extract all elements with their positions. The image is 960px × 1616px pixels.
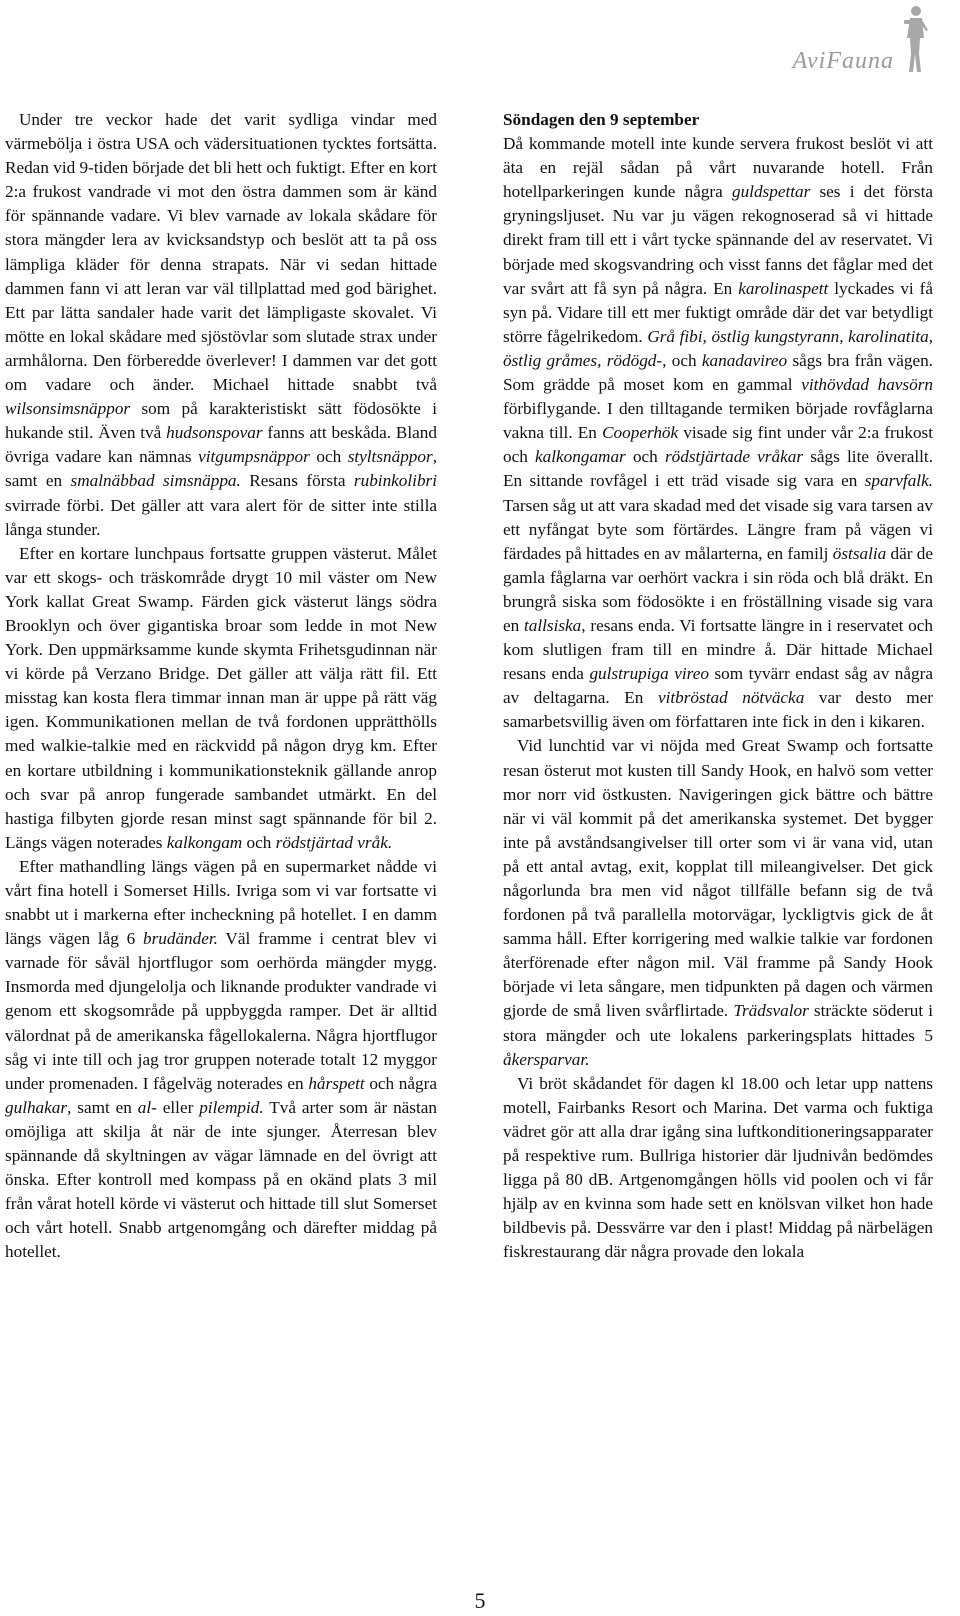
- paragraph-text: och: [666, 350, 702, 370]
- birdwatcher-figure-icon: [896, 4, 932, 74]
- species-name: hårspett: [308, 1073, 365, 1093]
- paragraph-text: fanns att beskåda. Bland övriga vadare kan nämnas: [5, 423, 437, 467]
- species-name: smalnäbbad simsnäppa.: [70, 471, 241, 491]
- species-name: vitgumpsnäppor: [198, 447, 310, 467]
- paragraph-text: Väl framme i centrat blev vi varnade för såväl hjortflugor som oerhörda mängder mygg. Insmorda med djungelolja och liknande produkter vandrade vi genom ett skogsområde på uppbyggda ramper. Det är alltid välordnat på de amerikanska fågellokalerna. Några hjortflugor såg vi inte till och jag tror gruppen noterade totalt 12 myggor under promenaden. I fågelväg noterades en: [5, 929, 437, 1093]
- paragraph-text: svirrade förbi. Det gäller att vara alert för de sitter inte stilla långa stunder.: [5, 495, 437, 539]
- paragraph-text: sträckte söderut i stora mängder och ute lokalens parkeringsplats hittades 5: [503, 1001, 933, 1045]
- paragraph-text: och: [242, 832, 276, 852]
- species-name: brudänder.: [142, 929, 218, 949]
- paragraph-text: förbiflygande. I den tilltagande termiken började rovfåglarna vakna till. En: [503, 399, 933, 443]
- paragraph-text: där de gamla fåglarna var oerhört vackra i sin röda och blå dräkt. En brungrå siska som födosökte i en fröställning visade sig vara en: [503, 543, 934, 635]
- body-paragraph: [5, 542, 437, 855]
- species-name: åkersparvar.: [503, 1049, 590, 1069]
- paragraph-text: Vid lunchtid var vi nöjda med Great Swamp och fortsatte resan österut mot kusten till Sandy Hook, en halvö som vetter mor norr vid östkusten. Navigeringen gick bättre och bättre när vi väl kommit på det amerikanska systemet. Det bygger inte på avståndsangivelser till orter som vi är vana vid, utan på ett antal avtag, exit, kopplat till mileangivelser. Det gick någorlunda bra men vid något tillfälle befann sig de två fordonen på två parallella motorvägar, lyckligtvis gick de åt samma håll. Efter korrigering med walkie talkie var fordonen återförenade efter någon mil. Väl framme på Sandy Hook började vi leta sångare, men tidpunkten på dagen och värmen gjorde de små liven svårflirtade.: [503, 736, 933, 1021]
- paragraph-text: eller: [156, 1097, 200, 1117]
- species-name: karolinaspett: [738, 278, 829, 298]
- species-name: al-: [137, 1097, 157, 1117]
- section-heading: Söndagen den 9 september: [503, 110, 700, 129]
- species-name: tallsiska: [523, 615, 582, 635]
- species-name: kalkongam: [166, 832, 243, 852]
- paragraph-text: Under tre veckor hade det varit sydliga vindar med värmebölja i östra USA och vädersituationen tycktes fortsätta. Redan vid 9-tiden började det bli hett och fuktigt. Efter en kort 2:a frukost vandrade vi mot den östra dammen som är känd för spännande vadare. Vi blev varnade av lokala skådare för stora mängder lera av kvicksandstyp och beslöt att ta på oss lämpliga kläder för denna strapats. När vi sedan hittade dammen fann vi att leran var väl tillplattad med god bärighet. Ett par lätta sandaler hade varit det lämpligaste skovalet. Vi mötte en lokal skådare med sjöstövlar som slutade strax under armhålorna. Den förberedde överlever! I dammen var det gott om vadare och änder. Michael hittade snabbt två: [5, 110, 437, 395]
- species-name: gulhakar: [5, 1097, 68, 1117]
- paragraph-text: Då kommande motell inte kunde servera frukost beslöt vi att äta en rejäl sådan på vårt nuvarande hotell. Från hotellparkeringen kunde några: [503, 134, 933, 202]
- body-paragraph: [503, 1072, 933, 1265]
- body-paragraph: [503, 132, 933, 734]
- paragraph-text: Tarsen såg ut att vara skadad med det visade sig vara tarsen av ett nyfångat byte som förtärdes. Längre fram på vägen vi färdades på hittades en av målarterna, en familj: [503, 495, 933, 563]
- paragraph-text: visade sig fint under vår 2:a frukost och: [503, 423, 934, 467]
- species-name: Cooperhök: [602, 423, 679, 443]
- paragraph-text: sågs bra från vägen. Som grädde på moset kom en gammal: [503, 350, 933, 395]
- body-paragraph: [5, 108, 437, 542]
- species-name: vithövdad havsörn: [801, 375, 933, 395]
- left-column: [5, 108, 437, 1265]
- species-name: wilsonsimsnäppor: [5, 399, 131, 419]
- paragraph-text: som på karakteristiskt sätt födosökte i hukande stil. Även två: [5, 399, 437, 443]
- paragraph-text: och: [625, 447, 665, 467]
- species-name: guldspettar: [731, 182, 811, 202]
- paragraph-text: , resans enda. Vi fortsatte längre in i reservatet och kom slutligen fram till en mindre å. Där hittade Michael resans enda: [503, 615, 933, 684]
- species-name: östsalia: [832, 543, 887, 563]
- right-column: [503, 108, 933, 1265]
- paragraph-text: , samt en: [5, 447, 437, 491]
- species-name: rödstjärtad vråk.: [275, 832, 393, 852]
- species-name: Grå fibi, östlig kungstyrann, karolinatita, östlig gråmes, rödögd-,: [503, 326, 934, 370]
- species-name: vitbröstad nötväcka: [657, 688, 805, 708]
- paragraph-text: Två arter som är nästan omöjliga att skilja åt när de inte sjunger. Återresan blev spännande då skyltningen av vägar lämnade en del övrigt att önska. Efter kontroll med kompass på en okänd plats 3 mil från vårat hotell körde vi västerut och hittade till slut Somerset och vårt hotell. Snabb artgenomgång och därefter middag på hotellet.: [5, 1097, 437, 1262]
- species-name: gulstrupiga vireo: [589, 664, 709, 684]
- paragraph-text: sågs lite överallt. En sittande rovfågel i ett träd visade sig vara en: [503, 447, 933, 491]
- species-name: sparvfalk.: [864, 471, 933, 491]
- species-name: hudsonspovar: [166, 423, 263, 443]
- body-paragraph: [5, 855, 437, 1265]
- species-name: rödstjärtade vråkar: [664, 447, 804, 467]
- species-name: pilempid.: [199, 1097, 264, 1117]
- paragraph-text: Efter en kortare lunchpaus fortsatte gruppen västerut. Målet var ett skogs- och träskområde drygt 10 mil väster om New York kallat Great Swamp. Färden gick västerut längs södra Brooklyn och över gigantiska broar som ledde in mot New York. Den uppmärksamme kunde skymta Frihetsgudinnan när vi körde på Verzano Bridge. Det gäller att välja rätt fil. Ett misstag kan kosta flera timmar innan man är uppe på rätt väg igen. Kommunikationen mellan de två fordonen upprätthölls med walkie-talkie med en räckvidd på någon dryg km. Efter en kortare utbildning i kommunikationsteknik gällande anrop och svar på anrop fungerade sambandet utmärkt. En del hastiga filbyten gjorde resan minst sagt spännande för bil 2. Längs vägen noterades: [5, 543, 437, 852]
- paragraph-text: som tyvärr endast såg av några av deltagarna. En: [503, 664, 933, 708]
- species-name: kalkongamar: [535, 447, 626, 467]
- species-name: Trädsvalor: [733, 1001, 809, 1021]
- page-number: 5: [474, 1588, 486, 1613]
- paragraph-text: var desto mer samarbetsvillig även om författaren inte fick in den i kikaren.: [503, 688, 934, 732]
- paragraph-text: lyckades vi få syn på. Vidare till ett mer fuktigt område där det var betydligt större fågelrikedom.: [503, 278, 934, 346]
- paragraph-text: och: [309, 447, 348, 467]
- paragraph-text: ses i det första gryningsljuset. Nu var ju vägen rekognoserad så vi hittade direkt fram till ett i vårt tycke spännande del av reservatet. Vi började med skogsvandring och visst fanns det fåglar med det var svårt att få syn på några. En: [503, 182, 933, 298]
- paragraph-text: , samt en: [67, 1097, 138, 1117]
- avifauna-logo: [760, 4, 940, 74]
- paragraph-text: och några: [364, 1073, 437, 1093]
- paragraph-text: Vi bröt skådandet för dagen kl 18.00 och letar upp nattens motell, Fairbanks Resort och Marina. Det varma och fuktiga vädret gör att alla drar igång sina luftkonditioneringsapparater på respektive rum. Bullriga historier där ljudnivån bedömdes ligga på 80 dB. Artgenomgången hölls vid poolen och vi får hjälp av en kvinna som hade sett en knölsvan vilket hon hade bildbevis på. Dessvärre var den i plast! Middag på närbelägen fiskrestaurang där några provade den lokala: [503, 1073, 933, 1262]
- paragraph-text: Efter mathandling längs vägen på en supermarket nådde vi vårt fina hotell i Somerset Hills. Ivriga som vi var fortsatte vi snabbt ut i markerna efter incheckning på hotellet. I en damm längs vägen låg 6: [5, 856, 437, 949]
- body-paragraph: [503, 734, 933, 1071]
- species-name: kanadavireo: [701, 350, 788, 370]
- logo-text: AviFauna: [792, 48, 894, 74]
- paragraph-text: Resans första: [240, 471, 354, 491]
- species-name: rubinkolibri: [353, 471, 437, 491]
- species-name: styltsnäppor: [347, 447, 433, 467]
